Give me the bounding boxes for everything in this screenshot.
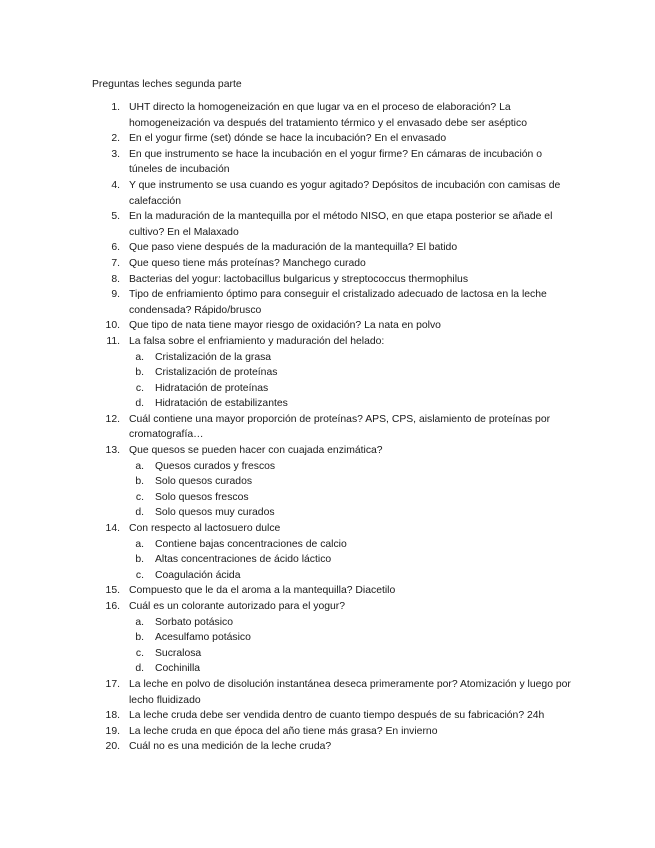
- answer-option: [92, 552, 572, 568]
- answer-option: [92, 537, 572, 553]
- question-item: [92, 677, 572, 708]
- question-text: Cuál contiene una mayor proporción de proteínas? APS, CPS, aislamiento de proteínas por cromatografía…: [129, 413, 551, 441]
- question-number: 11.: [106, 335, 120, 347]
- question-number: 13.: [105, 445, 120, 457]
- answer-option: [92, 505, 572, 521]
- question-item: [92, 240, 572, 256]
- question-text: Que queso tiene más proteínas? Manchego curado: [129, 257, 366, 269]
- question-text: Tipo de enfriamiento óptimo para conseguir el cristalizado adecuado de lactosa en la leche condensada? Rápido/brusco: [129, 289, 547, 316]
- option-text: Sucralosa: [155, 647, 202, 659]
- answer-option: [92, 350, 572, 366]
- question-text: Que quesos se pueden hacer con cuajada enzimática?: [129, 445, 383, 457]
- answer-option: [92, 615, 572, 631]
- question-item: [92, 256, 572, 272]
- answer-option: [92, 396, 572, 412]
- question-text: Cuál no es una medición de la leche cruda?: [129, 741, 332, 753]
- option-text: Hidratación de estabilizantes: [155, 398, 288, 410]
- option-letter: c.: [135, 382, 144, 394]
- question-item: [92, 724, 572, 740]
- question-number: 15.: [105, 585, 120, 597]
- question-number: 10.: [105, 320, 120, 332]
- question-text: Con respecto al lactosuero dulce: [129, 523, 281, 535]
- option-letter: c.: [135, 647, 144, 659]
- question-item: [92, 147, 572, 178]
- answer-option: [92, 661, 572, 677]
- option-letter: a.: [135, 538, 144, 550]
- question-number: 17.: [105, 678, 120, 690]
- question-number: 14.: [105, 523, 120, 535]
- question-item: [92, 599, 572, 615]
- option-text: Contiene bajas concentraciones de calcio: [155, 538, 347, 550]
- option-text: Cochinilla: [155, 663, 201, 675]
- option-letter: b.: [135, 632, 144, 644]
- document-title: Preguntas leches segunda parte: [92, 79, 242, 90]
- question-number: 2.: [111, 133, 120, 145]
- question-number: 16.: [105, 601, 120, 612]
- question-item: [92, 521, 572, 537]
- question-number: 7.: [111, 257, 120, 269]
- question-number: 5.: [111, 211, 120, 223]
- question-text: Que paso viene después de la maduración de la mantequilla? El batido: [129, 242, 458, 254]
- question-text: Bacterias del yogur: lactobacillus bulgaricus y streptococcus thermophilus: [129, 273, 469, 285]
- question-text: La leche cruda debe ser vendida dentro de cuanto tiempo después de su fabricación? 24h: [129, 710, 545, 722]
- option-text: Cristalización de la grasa: [155, 351, 272, 363]
- question-item: [92, 287, 572, 318]
- option-letter: b.: [135, 367, 144, 379]
- question-text: En que instrumento se hace la incubación en el yogur firme? En cámaras de incubación o túneles de incubación: [129, 148, 542, 176]
- option-letter: a.: [135, 616, 144, 628]
- option-text: Altas concentraciones de ácido láctico: [155, 554, 332, 566]
- question-number: 9.: [111, 289, 120, 301]
- question-text: En la maduración de la mantequilla por el método NISO, en que etapa posterior se añade el cultivo? En el Malaxado: [129, 211, 553, 238]
- option-letter: d.: [135, 663, 144, 675]
- question-item: [92, 272, 572, 288]
- answer-option: [92, 365, 572, 381]
- answer-option: [92, 381, 572, 397]
- question-number: 6.: [111, 242, 120, 254]
- question-number: 4.: [111, 179, 120, 191]
- option-text: Quesos curados y frescos: [155, 460, 276, 472]
- option-letter: d.: [135, 507, 144, 519]
- option-text: Hidratación de proteínas: [155, 382, 269, 394]
- answer-option: [92, 474, 572, 490]
- question-item: [92, 443, 572, 459]
- question-item: [92, 708, 572, 724]
- question-item: [92, 131, 572, 147]
- option-text: Cristalización de proteínas: [155, 367, 278, 379]
- option-letter: c.: [135, 569, 144, 581]
- question-text: La falsa sobre el enfriamiento y maduración del helado:: [129, 335, 385, 347]
- question-text: Y que instrumento se usa cuando es yogur agitado? Depósitos de incubación con camisas de calefacción: [129, 179, 561, 207]
- option-text: Sorbato potásico: [155, 616, 233, 628]
- question-item: [92, 739, 572, 755]
- question-text: Que tipo de nata tiene mayor riesgo de oxidación? La nata en polvo: [129, 320, 441, 332]
- question-number: 20.: [105, 741, 120, 753]
- option-text: Solo quesos curados: [155, 476, 253, 488]
- question-text: La leche cruda en que época del año tiene más grasa? En invierno: [129, 725, 438, 737]
- question-item: [92, 178, 572, 209]
- option-text: Solo quesos frescos: [155, 491, 249, 503]
- question-item: [92, 209, 572, 240]
- option-letter: a.: [135, 460, 144, 472]
- question-item: [92, 100, 572, 131]
- option-letter: b.: [135, 476, 144, 488]
- option-text: Coagulación ácida: [155, 569, 241, 581]
- question-text: Compuesto que le da el aroma a la mantequilla? Diacetilo: [129, 585, 396, 597]
- answer-option: [92, 646, 572, 662]
- question-number: 3.: [111, 148, 120, 160]
- question-item: [92, 318, 572, 334]
- question-item: [92, 334, 572, 350]
- question-number: 8.: [111, 273, 120, 285]
- question-text: Cuál es un colorante autorizado para el yogur?: [129, 601, 346, 612]
- option-letter: c.: [135, 491, 144, 503]
- option-text: Acesulfamo potásico: [155, 632, 251, 644]
- answer-option: [92, 459, 572, 475]
- question-number: 18.: [105, 710, 120, 722]
- question-number: 19.: [105, 725, 120, 737]
- option-text: Solo quesos muy curados: [155, 507, 275, 519]
- question-list: [92, 100, 572, 755]
- question-number: 1.: [111, 102, 120, 113]
- option-letter: d.: [135, 398, 144, 410]
- answer-option: [92, 490, 572, 506]
- question-item: [92, 583, 572, 599]
- question-text: En el yogur firme (set) dónde se hace la incubación? En el envasado: [129, 133, 447, 145]
- question-text: La leche en polvo de disolución instantánea deseca primeramente por? Atomización y luego por lecho fluidizado: [129, 678, 571, 706]
- question-item: [92, 412, 572, 443]
- question-text: UHT directo la homogeneización en que lugar va en el proceso de elaboración? La homogeneización va después del tratamiento térmico y el envasado debe ser aséptico: [129, 102, 527, 129]
- option-letter: b.: [135, 554, 144, 566]
- option-letter: a.: [135, 351, 144, 363]
- answer-option: [92, 568, 572, 584]
- answer-option: [92, 630, 572, 646]
- question-number: 12.: [105, 413, 120, 425]
